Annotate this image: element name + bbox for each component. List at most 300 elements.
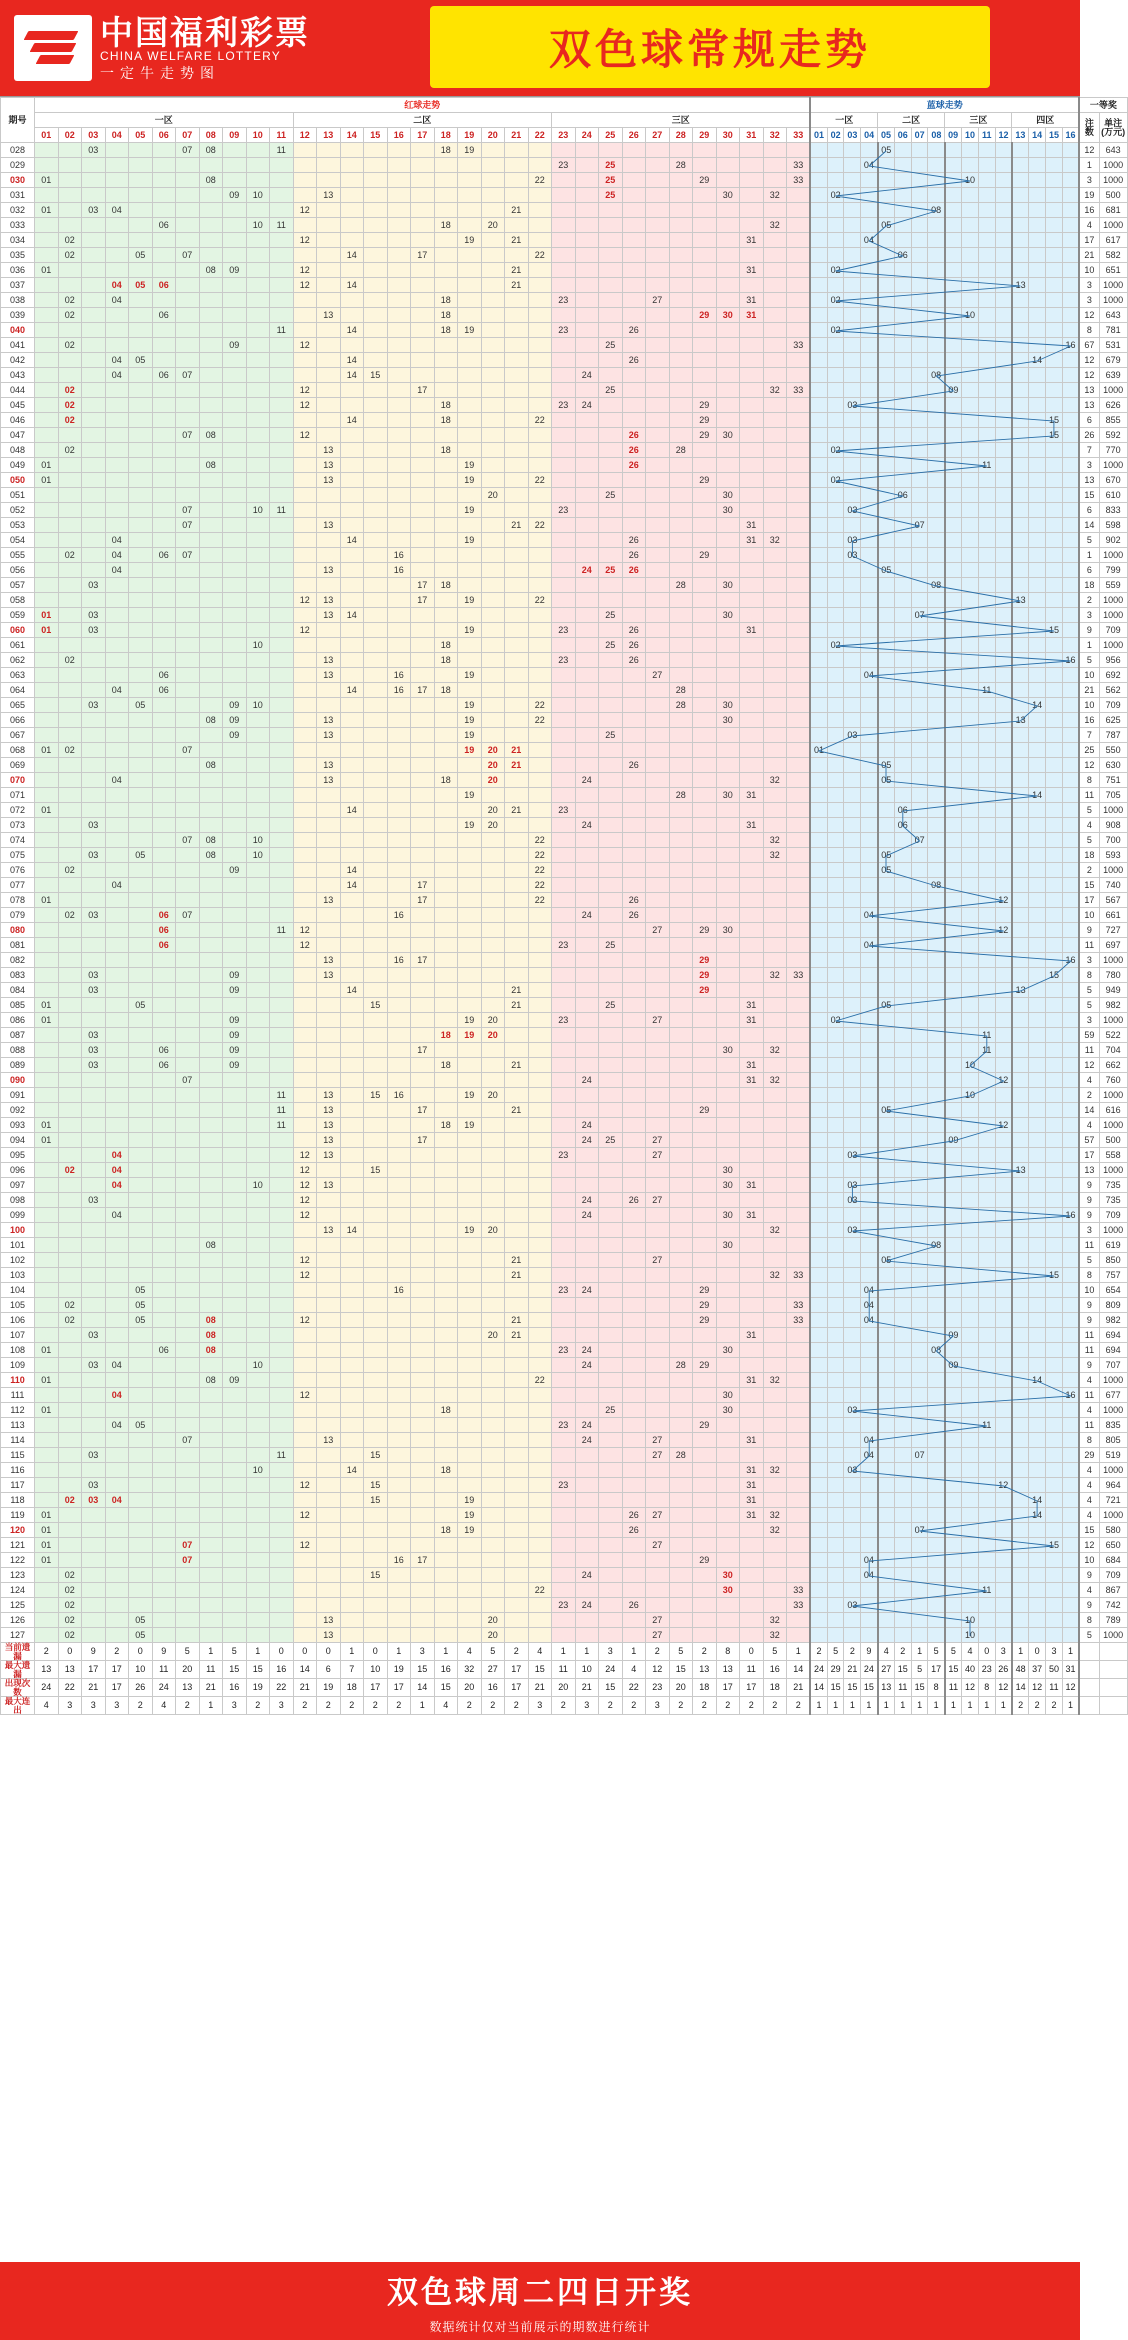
red-miss-16 (387, 473, 411, 488)
table-row[interactable] (1, 698, 1128, 713)
red-hit-25: 25 (599, 188, 623, 203)
blue-miss-09 (945, 833, 962, 848)
blue-miss-02 (827, 203, 844, 218)
table-row[interactable] (1, 518, 1128, 533)
red-miss-02 (58, 563, 82, 578)
red-miss-27 (646, 1343, 670, 1358)
red-miss-05 (129, 503, 153, 518)
blue-miss-12 (995, 773, 1012, 788)
red-miss-02 (58, 1073, 82, 1088)
blue-miss-10 (962, 488, 979, 503)
table-row[interactable] (1, 1028, 1128, 1043)
blue-miss-10 (962, 593, 979, 608)
blue-miss-10 (962, 1163, 979, 1178)
table-row[interactable] (1, 623, 1128, 638)
blue-miss-03 (844, 1073, 861, 1088)
blue-hit-14: 14 (1029, 698, 1046, 713)
table-row[interactable] (1, 488, 1128, 503)
red-miss-07 (176, 1283, 200, 1298)
table-row[interactable] (1, 818, 1128, 833)
red-miss-05 (129, 1238, 153, 1253)
red-miss-01 (35, 668, 59, 683)
blue-miss-15 (1046, 143, 1063, 158)
table-row[interactable] (1, 1253, 1128, 1268)
table-row[interactable] (1, 668, 1128, 683)
red-miss-12 (293, 488, 317, 503)
blue-miss-04 (861, 353, 878, 368)
red-miss-11 (270, 1148, 294, 1163)
red-miss-26 (622, 788, 646, 803)
red-hit-02: 02 (58, 233, 82, 248)
red-miss-07 (176, 1478, 200, 1493)
blue-miss-03 (844, 188, 861, 203)
table-row[interactable] (1, 1268, 1128, 1283)
red-hit-16: 16 (387, 1283, 411, 1298)
red-hit-09: 09 (223, 1028, 247, 1043)
red-miss-14 (340, 1448, 364, 1463)
red-hit-18: 18 (434, 578, 458, 593)
table-row[interactable] (1, 218, 1128, 233)
blue-hit-07: 07 (911, 608, 928, 623)
red-miss-02 (58, 278, 82, 293)
red-miss-10 (246, 1193, 270, 1208)
red-miss-24 (575, 653, 599, 668)
table-row[interactable] (1, 428, 1128, 443)
table-row[interactable] (1, 1298, 1128, 1313)
table-row[interactable] (1, 1013, 1128, 1028)
table-row[interactable] (1, 1328, 1128, 1343)
blue-miss-03 (844, 848, 861, 863)
row-prize-amount: 799 (1099, 563, 1127, 578)
row-prize-amount: 1000 (1099, 608, 1127, 623)
red-hit-03: 03 (82, 608, 106, 623)
table-row[interactable] (1, 308, 1128, 323)
table-row[interactable] (1, 968, 1128, 983)
red-miss-09 (223, 323, 247, 338)
red-miss-14 (340, 1373, 364, 1388)
table-row[interactable] (1, 713, 1128, 728)
red-miss-20 (481, 1508, 505, 1523)
red-miss-33 (787, 428, 811, 443)
table-row[interactable] (1, 323, 1128, 338)
red-miss-17 (411, 638, 435, 653)
red-miss-18 (434, 1043, 458, 1058)
red-miss-05 (129, 368, 153, 383)
table-row[interactable] (1, 1118, 1128, 1133)
table-row[interactable] (1, 188, 1128, 203)
red-miss-12 (293, 173, 317, 188)
row-winner-count: 9 (1079, 1178, 1099, 1193)
table-row[interactable] (1, 1163, 1128, 1178)
red-miss-08 (199, 548, 223, 563)
table-row[interactable] (1, 1193, 1128, 1208)
red-hit-14: 14 (340, 368, 364, 383)
red-miss-07 (176, 1088, 200, 1103)
table-row[interactable] (1, 1523, 1128, 1538)
red-miss-14 (340, 203, 364, 218)
red-hit-10: 10 (246, 1463, 270, 1478)
table-row[interactable] (1, 1448, 1128, 1463)
red-miss-32 (763, 1433, 787, 1448)
table-row[interactable] (1, 1088, 1128, 1103)
blue-miss-01 (810, 428, 827, 443)
blue-miss-10 (962, 1433, 979, 1448)
red-miss-16 (387, 1163, 411, 1178)
red-miss-11 (270, 1388, 294, 1403)
blue-miss-01 (810, 578, 827, 593)
red-miss-20 (481, 368, 505, 383)
red-miss-23 (552, 1178, 576, 1193)
blue-hit-13: 13 (1012, 1163, 1029, 1178)
table-row[interactable] (1, 1433, 1128, 1448)
red-miss-08 (199, 698, 223, 713)
brand-logo (0, 15, 310, 81)
blue-miss-09 (945, 1118, 962, 1133)
blue-miss-13 (1012, 173, 1029, 188)
blue-miss-15 (1046, 668, 1063, 683)
table-row[interactable] (1, 278, 1128, 293)
table-row[interactable] (1, 143, 1128, 158)
red-miss-28 (669, 533, 693, 548)
blue-hit-12: 12 (995, 893, 1012, 908)
blue-miss-09 (945, 218, 962, 233)
table-row[interactable] (1, 1208, 1128, 1223)
table-row[interactable] (1, 293, 1128, 308)
table-row[interactable] (1, 683, 1128, 698)
table-row[interactable] (1, 248, 1128, 263)
red-hit-16: 16 (387, 548, 411, 563)
red-hit-21: 21 (505, 1058, 529, 1073)
red-hit-27: 27 (646, 1508, 670, 1523)
table-row[interactable] (1, 953, 1128, 968)
table-row[interactable] (1, 1043, 1128, 1058)
red-miss-30 (716, 233, 740, 248)
red-hit-03: 03 (82, 983, 106, 998)
red-miss-06 (152, 1328, 176, 1343)
row-winner-count: 8 (1079, 323, 1099, 338)
red-miss-04 (105, 1103, 129, 1118)
red-miss-04 (105, 893, 129, 908)
red-miss-22 (528, 233, 552, 248)
red-miss-13 (317, 1253, 341, 1268)
blue-miss-10 (962, 683, 979, 698)
red-hit-19: 19 (458, 743, 482, 758)
table-row[interactable] (1, 263, 1128, 278)
table-row[interactable] (1, 1283, 1128, 1298)
table-row[interactable] (1, 503, 1128, 518)
blue-miss-15 (1046, 1118, 1063, 1133)
blue-miss-16 (1062, 968, 1079, 983)
red-hit-29: 29 (693, 923, 717, 938)
blue-miss-02 (827, 1238, 844, 1253)
table-row[interactable] (1, 1103, 1128, 1118)
table-row[interactable] (1, 728, 1128, 743)
red-miss-31 (740, 458, 764, 473)
table-row[interactable] (1, 383, 1128, 398)
table-row[interactable] (1, 1313, 1128, 1328)
red-miss-25 (599, 818, 623, 833)
red-miss-31 (740, 593, 764, 608)
table-row[interactable] (1, 1388, 1128, 1403)
red-miss-18 (434, 998, 458, 1013)
red-miss-28 (669, 803, 693, 818)
blue-miss-11 (978, 1223, 995, 1238)
row-issue: 048 (1, 443, 35, 458)
table-row[interactable] (1, 203, 1128, 218)
row-issue: 034 (1, 233, 35, 248)
table-row[interactable] (1, 158, 1128, 173)
table-row[interactable] (1, 398, 1128, 413)
red-miss-01 (35, 1178, 59, 1193)
table-row[interactable] (1, 833, 1128, 848)
red-miss-09 (223, 1193, 247, 1208)
red-col-24: 24 (575, 128, 599, 143)
red-miss-24 (575, 278, 599, 293)
table-row[interactable] (1, 443, 1128, 458)
table-row[interactable] (1, 803, 1128, 818)
blue-miss-04 (861, 1328, 878, 1343)
red-miss-29 (693, 788, 717, 803)
red-miss-04 (105, 578, 129, 593)
table-row[interactable] (1, 848, 1128, 863)
blue-miss-11 (978, 758, 995, 773)
row-prize-amount: 704 (1099, 1043, 1127, 1058)
red-miss-02 (58, 323, 82, 338)
row-winner-count: 11 (1079, 1238, 1099, 1253)
table-row[interactable] (1, 353, 1128, 368)
blue-miss-07 (911, 1193, 928, 1208)
red-miss-31 (740, 1238, 764, 1253)
red-miss-16 (387, 188, 411, 203)
table-row[interactable] (1, 563, 1128, 578)
red-miss-20 (481, 1148, 505, 1163)
red-miss-26 (622, 218, 646, 233)
red-miss-21 (505, 158, 529, 173)
red-miss-29 (693, 1388, 717, 1403)
table-row[interactable] (1, 1238, 1128, 1253)
red-miss-28 (669, 653, 693, 668)
red-miss-33 (787, 1418, 811, 1433)
red-miss-06 (152, 1373, 176, 1388)
blue-miss-02 (827, 818, 844, 833)
table-row[interactable] (1, 1463, 1128, 1478)
red-miss-05 (129, 1103, 153, 1118)
blue-hit-15: 15 (1046, 968, 1063, 983)
red-miss-22 (528, 1523, 552, 1538)
red-miss-11 (270, 203, 294, 218)
table-row[interactable] (1, 923, 1128, 938)
table-row[interactable] (1, 1418, 1128, 1433)
table-row[interactable] (1, 788, 1128, 803)
table-row[interactable] (1, 773, 1128, 788)
blue-miss-03 (844, 683, 861, 698)
blue-miss-14 (1029, 563, 1046, 578)
blue-miss-04 (861, 308, 878, 323)
table-row[interactable] (1, 1223, 1128, 1238)
table-row[interactable] (1, 533, 1128, 548)
blue-miss-16 (1062, 1043, 1079, 1058)
red-miss-19 (458, 773, 482, 788)
table-row[interactable] (1, 1343, 1128, 1358)
row-prize-amount: 707 (1099, 1358, 1127, 1373)
red-miss-02 (58, 968, 82, 983)
red-miss-22 (528, 428, 552, 443)
red-miss-31 (740, 1418, 764, 1433)
table-row[interactable] (1, 473, 1128, 488)
red-miss-05 (129, 473, 153, 488)
red-miss-01 (35, 188, 59, 203)
red-miss-25 (599, 1448, 623, 1463)
red-hit-13: 13 (317, 563, 341, 578)
red-hit-15: 15 (364, 368, 388, 383)
red-miss-03 (82, 293, 106, 308)
red-miss-24 (575, 923, 599, 938)
red-miss-18 (434, 1313, 458, 1328)
red-miss-21 (505, 1283, 529, 1298)
table-row[interactable] (1, 1178, 1128, 1193)
blue-miss-16 (1062, 323, 1079, 338)
blue-miss-11 (978, 833, 995, 848)
red-miss-31 (740, 923, 764, 938)
red-miss-05 (129, 518, 153, 533)
table-row[interactable] (1, 878, 1128, 893)
red-miss-07 (176, 1118, 200, 1133)
blue-miss-07 (911, 1178, 928, 1193)
red-miss-03 (82, 263, 106, 278)
table-row[interactable] (1, 368, 1128, 383)
red-miss-07 (176, 1343, 200, 1358)
blue-miss-01 (810, 1358, 827, 1373)
table-row[interactable] (1, 608, 1128, 623)
table-row[interactable] (1, 1133, 1128, 1148)
blue-miss-10 (962, 1178, 979, 1193)
blue-miss-09 (945, 323, 962, 338)
blue-miss-06 (894, 1463, 911, 1478)
red-hit-03: 03 (82, 1058, 106, 1073)
table-row[interactable] (1, 173, 1128, 188)
red-miss-16 (387, 1073, 411, 1088)
red-miss-09 (223, 923, 247, 938)
blue-miss-11 (978, 908, 995, 923)
table-row[interactable] (1, 1058, 1128, 1073)
red-miss-06 (152, 638, 176, 653)
table-row[interactable] (1, 743, 1128, 758)
row-winner-count: 4 (1079, 1508, 1099, 1523)
red-miss-03 (82, 533, 106, 548)
blue-miss-05 (878, 1238, 895, 1253)
table-row[interactable] (1, 1403, 1128, 1418)
table-row[interactable] (1, 983, 1128, 998)
red-miss-01 (35, 443, 59, 458)
table-row[interactable] (1, 938, 1128, 953)
table-row[interactable] (1, 1358, 1128, 1373)
red-miss-25 (599, 1118, 623, 1133)
blue-col-09: 09 (945, 128, 962, 143)
red-hit-25: 25 (599, 938, 623, 953)
red-miss-15 (364, 548, 388, 563)
blue-miss-01 (810, 788, 827, 803)
table-row[interactable] (1, 593, 1128, 608)
table-row[interactable] (1, 908, 1128, 923)
table-row[interactable] (1, 1073, 1128, 1088)
red-miss-21 (505, 1463, 529, 1478)
red-miss-04 (105, 1118, 129, 1133)
red-miss-30 (716, 1373, 740, 1388)
table-row[interactable] (1, 893, 1128, 908)
red-miss-13 (317, 338, 341, 353)
table-row[interactable] (1, 1478, 1128, 1493)
red-miss-16 (387, 1313, 411, 1328)
table-row[interactable] (1, 338, 1128, 353)
red-miss-29 (693, 383, 717, 398)
red-miss-11 (270, 1523, 294, 1538)
red-miss-06 (152, 1253, 176, 1268)
table-row[interactable] (1, 998, 1128, 1013)
table-row[interactable] (1, 638, 1128, 653)
red-miss-15 (364, 413, 388, 428)
table-row[interactable] (1, 758, 1128, 773)
red-miss-14 (340, 1478, 364, 1493)
red-miss-31 (740, 278, 764, 293)
blue-miss-13 (1012, 308, 1029, 323)
blue-miss-09 (945, 1238, 962, 1253)
table-row[interactable] (1, 1373, 1128, 1388)
blue-miss-16 (1062, 398, 1079, 413)
blue-miss-04 (861, 398, 878, 413)
red-miss-11 (270, 668, 294, 683)
table-row[interactable] (1, 458, 1128, 473)
red-miss-32 (763, 1298, 787, 1313)
red-miss-02 (58, 758, 82, 773)
blue-miss-02 (827, 1163, 844, 1178)
red-miss-15 (364, 923, 388, 938)
row-winner-count: 4 (1079, 1463, 1099, 1478)
table-row[interactable] (1, 863, 1128, 878)
red-miss-09 (223, 1343, 247, 1358)
red-hit-07: 07 (176, 248, 200, 263)
table-row[interactable] (1, 1508, 1128, 1523)
table-row[interactable] (1, 1148, 1128, 1163)
table-row[interactable] (1, 653, 1128, 668)
blue-miss-13 (1012, 803, 1029, 818)
table-row[interactable] (1, 233, 1128, 248)
table-row[interactable] (1, 1493, 1128, 1508)
red-miss-13 (317, 908, 341, 923)
blue-miss-03 (844, 1388, 861, 1403)
blue-miss-09 (945, 773, 962, 788)
table-row[interactable] (1, 548, 1128, 563)
red-miss-30 (716, 473, 740, 488)
blue-miss-12 (995, 1388, 1012, 1403)
blue-miss-05 (878, 263, 895, 278)
red-miss-30 (716, 563, 740, 578)
blue-hit-06: 06 (894, 488, 911, 503)
blue-miss-02 (827, 1058, 844, 1073)
blue-miss-01 (810, 1433, 827, 1448)
table-row[interactable] (1, 578, 1128, 593)
red-miss-22 (528, 308, 552, 323)
table-row[interactable] (1, 413, 1128, 428)
col-header-issue: 期号 (1, 98, 35, 143)
red-miss-22 (528, 1028, 552, 1043)
red-miss-01 (35, 548, 59, 563)
red-miss-29 (693, 1193, 717, 1208)
blue-miss-04 (861, 203, 878, 218)
blue-miss-07 (911, 968, 928, 983)
red-miss-10 (246, 1433, 270, 1448)
red-miss-15 (364, 1328, 388, 1343)
blue-miss-10 (962, 353, 979, 368)
